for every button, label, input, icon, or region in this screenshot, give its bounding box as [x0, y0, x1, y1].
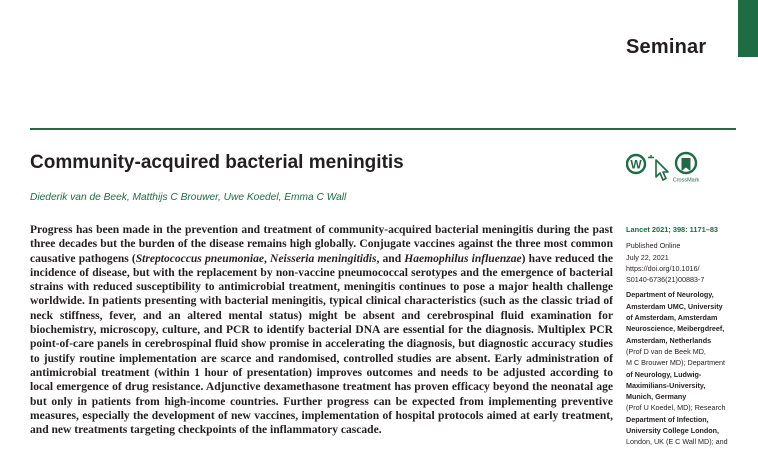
abstract-line: causative pathogens (Streptococcus pneumoniae, Neisseria meningitidis, and Haemophilus influenzae) have reduced the [30, 252, 613, 265]
affiliation-line: M C Brouwer MD); Department [626, 358, 726, 368]
abstract-line: Progress has been made in the prevention and treatment of community-acquired bacterial meningitis during the past [30, 224, 613, 236]
abstract-line: worldwide. In patients presenting with bacterial meningitis, typical clinical characteristics (such as the classic triad of [30, 295, 613, 308]
cursor-icon[interactable] [648, 155, 668, 180]
section-color-tab [738, 0, 758, 57]
abstract-line: neck stiffness, fever, and an altered mental status) might be absent and cerebrospinal fluid examination for [30, 309, 613, 322]
affiliation-line: Maximilians-University, [626, 380, 706, 390]
article-tools [626, 150, 706, 188]
sidebar [626, 224, 752, 448]
author-list: Diederik van de Beek, Matthijs C Brouwer, Uwe Koedel, Emma C Wall [30, 192, 347, 203]
affiliation-line: (Prof D van de Beek MD, [626, 346, 706, 356]
svg-text:W: W [630, 157, 642, 172]
abstract-line: measures, especially the development of new vaccines, implementation of hospital protocols aimed at early treatment, [30, 409, 613, 422]
abstract [30, 223, 613, 437]
wellcome-open-access-icon[interactable] [627, 155, 645, 173]
affiliation-line: Amsterdam, Netherlands [626, 335, 712, 345]
citation[interactable]: Lancet 2021; 398: 1171–83 [626, 225, 719, 234]
affiliation-line: of Amsterdam, Amsterdam [626, 313, 718, 323]
abstract-line: strains with reduced susceptibility to antimicrobial treatment, meningitis continues to pose a major health challenge [30, 281, 613, 294]
affiliation-line: Munich, Germany [626, 392, 687, 402]
abstract-line: biochemistry, microscopy, culture, and PCR to identify bacterial DNA are essential for the diagnosis. Multiplex PCR [30, 324, 613, 337]
doi-link[interactable]: https://doi.org/10.1016/ [626, 263, 700, 273]
published-online-label: Published Online [626, 241, 681, 251]
abstract-line: antimicrobial treatment (within 1 hour of presentation) improves outcomes and needs to be adjusted according to [30, 366, 613, 379]
article-title: Community-acquired bacterial meningitis [30, 152, 404, 173]
affiliation-line: London, UK (E C Wall MD); and [626, 437, 728, 447]
abstract-line: but only in patients from high-income countries. Further progress can be expected from implementing preventive [30, 395, 613, 408]
section-label: Seminar [626, 36, 707, 58]
affiliation-line: Neuroscience, Meibergdreef, [626, 324, 725, 334]
header-rule [30, 128, 736, 130]
abstract-line: point-of-care panels in cerebrospinal fluid show promise in accelerating the diagnosis, but diagnostic accuracy studies [30, 338, 613, 351]
affiliation-line: Department of Infection, [626, 414, 709, 424]
abstract-line: to justify routine implementation are scarce and randomised, controlled studies are absent. Early administration of [30, 352, 613, 365]
affiliation-line: (Prof U Koedel, MD); Research [626, 403, 726, 413]
crossmark-icon[interactable] [673, 153, 700, 184]
affiliation-line: University College London, [626, 426, 720, 436]
abstract-line: incidence of disease, but with the replacement by non-vaccine pneumococcal serotypes and the emergence of bacterial [30, 266, 613, 279]
crossmark-label: CrossMark [672, 177, 700, 184]
abstract-line: and new treatments targeting checkpoints of the inflammatory cascade. [30, 424, 382, 437]
abstract-line: three decades but the burden of the disease remains high globally. Conjugate vaccines against the three most common [30, 238, 613, 251]
affiliation-line: Amsterdam UMC, University [626, 301, 723, 311]
published-date: July 22, 2021 [626, 252, 669, 262]
doi-link-continued[interactable]: S0140-6736(21)00883-7 [626, 275, 705, 285]
abstract-line: local emergence of drug resistance. Adjunctive dexamethasone treatment has proven efficacy beyond the neonatal age [30, 381, 613, 394]
affiliations [626, 289, 752, 447]
affiliation-line: Department of Neurology, [626, 290, 714, 300]
affiliation-line: of Neurology, Ludwig- [626, 369, 702, 379]
